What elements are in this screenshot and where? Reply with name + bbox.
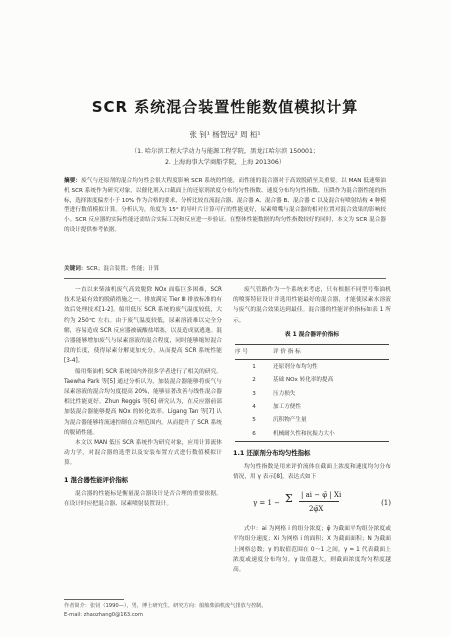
abstract-divider — [64, 278, 386, 279]
subsection-heading: 1.1 还原剂分布均匀性指标 — [233, 448, 311, 457]
right-column — [233, 285, 391, 575]
table-cell: 2 — [252, 377, 256, 384]
body-paragraph: 废气管路作为一个系统来考虑，只有根据不同型号柴油机的喷雾特征设计并选用性能最好的混合器，才能使尿素水溶液与废气的混合效果达到最佳。混合器的性能评价指标如表 1 所示。 — [233, 287, 391, 324]
equation-numerator: | ai − φ̄ | Xi — [301, 491, 342, 500]
table-cell: 3 — [252, 390, 256, 397]
table-cell: 1 — [252, 363, 256, 370]
table-row — [235, 387, 389, 400]
table-row — [235, 414, 389, 427]
author-email: E-mail: zhaozhang0@163.com — [64, 611, 143, 618]
body-paragraph: 式中：ai 为网格 i 的组分浓度；φ̄ 为截面平均组分浓度或平均组分速度；Xi 为网格 i 的面积；X 为截面面积；N 为截面上网格总数；γ 的取值范围在 0～1 之间，γ = 1 代表截面上浓度或速度分布均匀，γ 取值越大，则截面浓度均匀程度越高。 — [233, 526, 391, 573]
table-header: 评 价 指 标 — [273, 345, 389, 360]
table-header-row — [235, 345, 389, 360]
equation-number: (1) — [381, 499, 391, 508]
body-paragraph: 混合器的性能标是衡量混合器设计是否合理的重要依据。在设计时应把混合器、尿素喷射装置设计。 — [64, 490, 222, 508]
abstract-text: 废气与还原剂的混合均匀性会很大程度影响 SCR 系统的性能，而性能的混合器对于高效脱硝至关重要。以 MAN 低速柴油机 SCR 系统作为研究对象，以催化剂入口截面上的还原剂浓度分布均匀性指数、速度分布均匀性指数、压降作为混合器性能的指标，选择浓度偏差小于 10% 作为合格的要求，分析比较直流混合器、混合器 A、混合器 B、混合器 C 以及混合有喷射结构 4 种模型进行数值模拟计算。分析认为，角度为 15° 的导叶片计算可行的性能更好，尿素喷嘴与混合器的相对位置对混合效果的影响较小。SCR 反应器的实际性能还需结合实际工况和反应进一步验证。在整体性能数据的均匀性指数较好的同时，本文为 SCR 混合器的设计提供参考依据。 — [64, 178, 386, 233]
summation-symbol: Σ — [285, 492, 293, 506]
keywords-text: SCR；混合装置；性能；计算 — [86, 266, 160, 272]
footnote — [64, 602, 386, 619]
left-column — [64, 285, 222, 509]
evaluation-table — [235, 344, 389, 442]
equation-denominator: 2φ̄X — [309, 505, 324, 514]
table-cell: 沉积物产生量 — [273, 417, 307, 424]
table-row — [235, 400, 389, 413]
body-paragraph: 均匀性指数是用来评价流体在截面上浓度和速度均匀分布情况，用 γ 表示[8]，表达式如下 — [233, 463, 391, 480]
table-cell: 6 — [235, 427, 273, 441]
paper-title: SCR 系统混合装置性能数值模拟计算 — [91, 98, 359, 116]
author-bio: 作者简介：张钊（1990—），男，博士研究生，研究方向：船舶柴油机废气排放与控制。 — [64, 603, 267, 609]
author-list: 张 钊¹ 杨智远² 周 桓¹ — [189, 130, 261, 139]
fraction-bar — [299, 501, 339, 502]
table-cell: 4 — [252, 403, 256, 410]
table-row — [235, 360, 389, 374]
affiliation-2: 2. 上海海事大学商船学院，上海 201306） — [164, 159, 286, 166]
equation-1 — [233, 488, 391, 520]
table-cell: 压力损失 — [273, 390, 296, 397]
equation-lhs: γ = 1 − — [253, 499, 281, 508]
table-row — [235, 374, 389, 387]
body-paragraph: 本文以 MAN 低压 SCR 系统作为研究对象，应用计算流体动力学，对混合器的选型以及安装布置方式进行数值模拟计算。 — [64, 440, 222, 467]
keywords — [64, 264, 386, 272]
table-cell: 还原剂分布均匀性 — [273, 363, 318, 370]
abstract — [64, 177, 386, 236]
table-cell: 机械耐久性和抗振力大小 — [273, 427, 389, 441]
table-cell: 5 — [252, 417, 256, 424]
abstract-label: 摘要： — [64, 178, 82, 184]
table-header: 序 号 — [235, 345, 273, 360]
body-paragraph: 船用柴油机 SCR 系统国内外很多学者进行了相关的研究。Taewha Park 等[5] 通过分析认为，加装混合器能够将废气与尿素溶液的混合均匀度提高 20%，能够显著改善与线性混合器相比性能更好。Zhun Reggis 等[6] 研究认为，在反应器前部加装混合器能够提高 NOx 的转化效率。Ligang Tan 等[7] 认为混合器能够将流速控制在合理范围内，从而提升了 SCR 系统的脱硝性能。 — [64, 368, 222, 436]
table-cell: 加工方便性 — [273, 403, 301, 410]
keywords-label: 关键词： — [64, 266, 87, 272]
body-paragraph: 一直以来柴油机废气高效脱除 NOx 面临巨多困难，SCR 技术是最有效的脱硝措施之一。排放满足 Tier Ⅲ 排放标准的有效后处理技术[1-2]。船用低压 SCR 系统的废气温度较低，大约为 250℃ 左右。由于废气温度较低，尿素溶液难以完全分解，容易造成 SCR 反应器被硫酸盐堵塞，以及造成氨逃逸。混合器能够增加废气与尿素溶液的混合程度，同时能够缩短混合段的长度，使得尿素分解更加充分，从而提高 SCR 系统性能[3-4]。 — [64, 287, 222, 365]
table-row — [235, 427, 389, 441]
table-caption: 表 1 混合器评价指标 — [284, 331, 340, 338]
affiliation-1: （1. 哈尔滨工程大学动力与能源工程学院，黑龙江哈尔滨 150001； — [130, 148, 320, 155]
section-heading: 1 混合器性能评价指标 — [64, 475, 129, 484]
footnote-divider — [64, 599, 124, 600]
table-cell: 基础 NOx 转化率的提高 — [273, 377, 334, 384]
